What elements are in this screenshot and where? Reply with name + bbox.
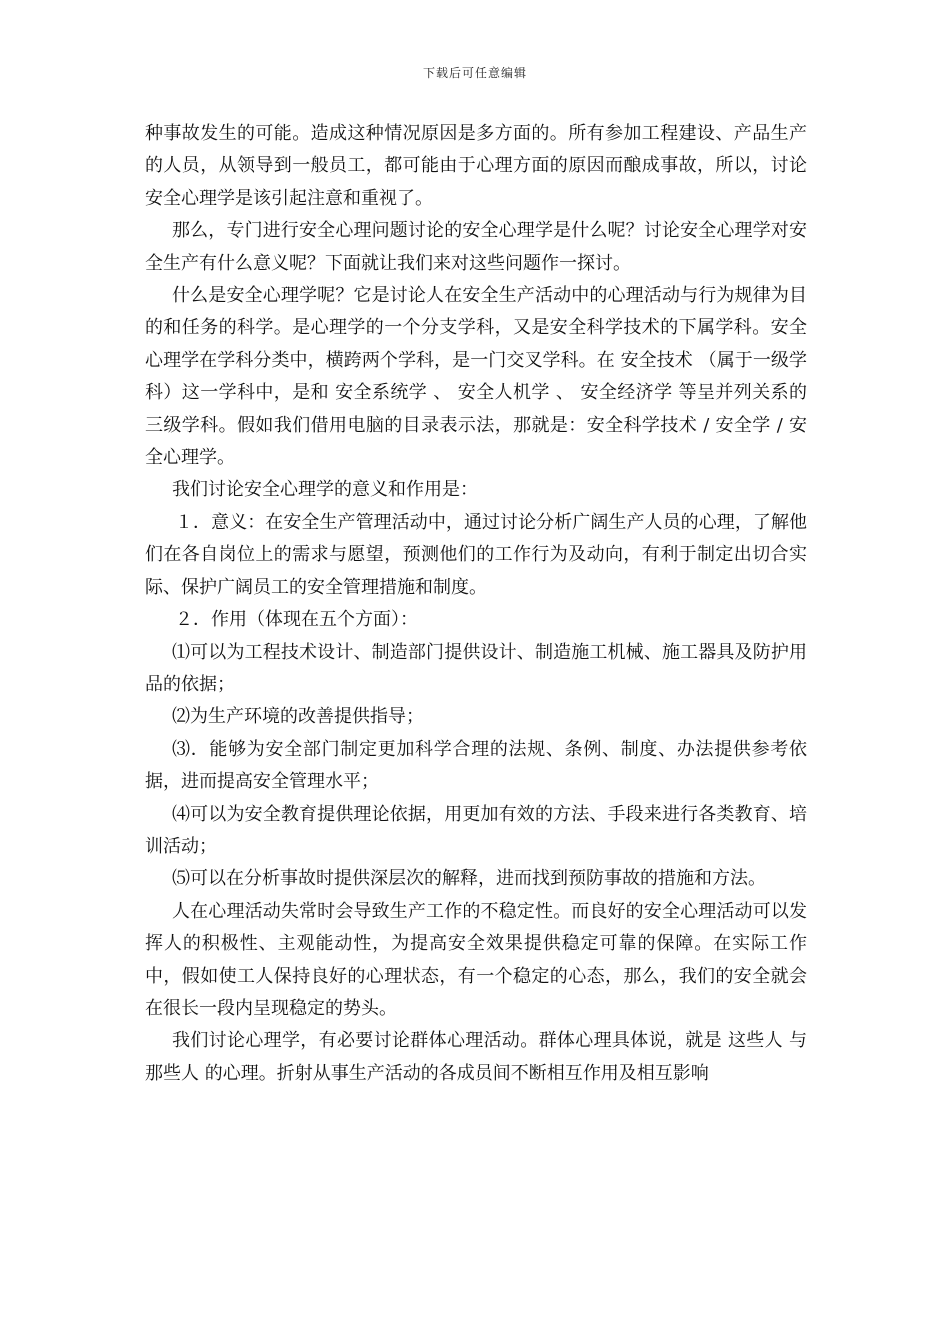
list-item-5: ⑸可以在分析事故时提供深层次的解释，进而找到预防事故的措施和方法。 xyxy=(172,868,766,890)
paragraph-6: 我们讨论心理学，有必要讨论群体心理活动。群体心理具体说，就是 这些人 与 那些人 的心理。折射从事生产活动的各成员间不断相互作用及相互影响 xyxy=(145,1030,807,1084)
paragraph-3: 什么是安全心理学呢？它是讨论人在安全生产活动中的心理活动与行为规律为目的和任务的科学。是心理学的一个分支学科，又是安全科学技术的下属学科。安全心理学在学科分类中，横跨两个学科，是一门交叉学科。在 安全技术 （属于一级学科）这一学科中，是和 安全系统学 、 安全人机学 、 安全经济学 等呈并列关系的三级学科。假如我们借用电脑的目录表示法，那就是：安全科学技术 / 安全学 / 安全心理学。 xyxy=(145,285,807,469)
paragraph-5: 人在心理活动失常时会导致生产工作的不稳定性。而良好的安全心理活动可以发挥人的积极性、主观能动性，为提高安全效果提供稳定可靠的保障。在实际工作中，假如使工人保持良好的心理状态，有一个稳定的心态，那么，我们的安全就会在很长一段内呈现稳定的势头。 xyxy=(145,900,807,1019)
page-header: 下载后可任意编辑 xyxy=(422,66,527,80)
document-body xyxy=(145,118,807,1090)
paragraph-meaning: １．意义：在安全生产管理活动中，通过讨论分析广阔生产人员的心理，了解他们在各自岗位上的需求与愿望，预测他们的工作行为及动向，有利于制定出切合实际、保护广阔员工的安全管理措施和制度。 xyxy=(145,511,807,598)
list-item-2: ⑵为生产环境的改善提供指导； xyxy=(172,706,424,728)
paragraph-role: ２．作用（体现在五个方面）： xyxy=(175,609,418,631)
list-item-3: ⑶．能够为安全部门制定更加科学合理的法规、条例、制度、办法提供参考依据，进而提高安全管理水平； xyxy=(145,738,807,793)
paragraph-1: 种事故发生的可能。造成这种情况原因是多方面的。所有参加工程建设、产品生产的人员，从领导到一般员工，都可能由于心理方面的原因而酿成事故，所以，讨论安全心理学是该引起注意和重视了。 xyxy=(145,123,807,209)
paragraph-4: 我们讨论安全心理学的意义和作用是： xyxy=(172,479,478,501)
list-item-4: ⑷可以为安全教育提供理论依据，用更加有效的方法、手段来进行各类教育、培训活动； xyxy=(145,803,807,857)
list-item-1: ⑴可以为工程技术设计、制造部门提供设计、制造施工机械、施工器具及防护用品的依据； xyxy=(145,641,807,695)
paragraph-2: 那么，专门进行安全心理问题讨论的安全心理学是什么呢？讨论安全心理学对安全生产有什么意义呢？下面就让我们来对这些问题作一探讨。 xyxy=(145,220,807,274)
